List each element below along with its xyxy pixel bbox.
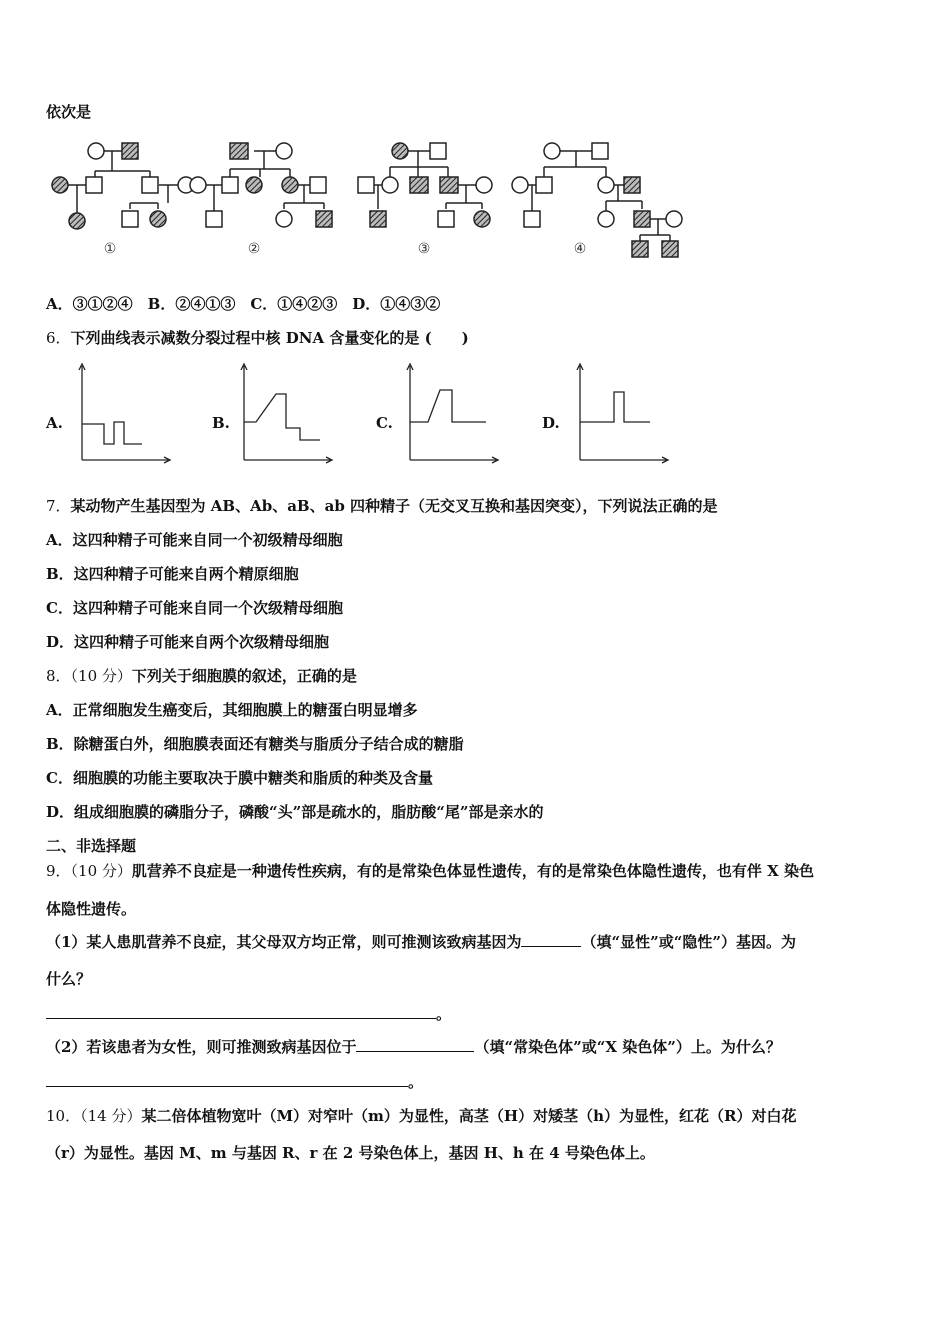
q10-stem-line1	[46, 1106, 796, 1126]
q8-option-d: D．组成细胞膜的磷脂分子，磷酸“头”部是疏水的，脂肪酸“尾”部是亲水的	[46, 803, 544, 821]
q6-curve-c	[410, 390, 486, 422]
q9-stem-line1	[46, 861, 814, 881]
q8-option-b: B．除糖蛋白外，细胞膜表面还有糖类与脂质分子结合成的糖脂	[46, 735, 464, 753]
q7-option-d: D．这四种精子可能来自两个次级精母细胞	[46, 633, 330, 651]
q9-part1-after: （填“显性”或“隐性”）基因。为	[581, 933, 796, 951]
pedigree-label-4: ④	[573, 241, 587, 257]
q9-part1-answer-line	[46, 1004, 451, 1024]
q6-stem	[46, 328, 469, 348]
q6-graph-label-d: D.	[542, 414, 560, 432]
q9-part1-period: 。	[436, 1005, 452, 1023]
q6-stem-text: 下列曲线表示减数分裂过程中核 DNA 含量变化的是 ( )	[70, 329, 469, 347]
q6-graph-label-b: B.	[212, 414, 230, 432]
pedigree-1	[52, 143, 194, 229]
q5-options: A．③①②④ B．②④①③ C．①④②③ D．①④③②	[46, 295, 441, 313]
q9-part1-before: （1）某人患肌营养不良症，其父母双方均正常，则可推测该致病基因为	[46, 933, 522, 951]
q7-number: 7．	[46, 497, 71, 515]
section-heading: 二、非选择题	[46, 837, 137, 855]
q9-part2-answer-line	[46, 1072, 423, 1092]
pedigree-4	[512, 143, 682, 257]
q6-graph-c	[406, 364, 506, 464]
q8-stem	[46, 666, 357, 686]
q9-part2-answer-blank[interactable]	[46, 1072, 408, 1087]
q9-part1	[46, 932, 796, 952]
q8-number: 8．（10 分）	[46, 667, 132, 685]
pedigree-figure	[40, 135, 690, 265]
q7-option-b: B．这四种精子可能来自两个精原细胞	[46, 565, 299, 583]
q8-option-c: C．细胞膜的功能主要取决于膜中糖类和脂质的种类及含量	[46, 769, 433, 787]
q9-part1-answer-blank[interactable]	[46, 1004, 436, 1019]
q9-stem-text: 肌营养不良症是一种遗传性疾病，有的是常染色体显性遗传，有的是常染色体隐性遗传，也有伴 X 染色	[131, 862, 814, 880]
q6-number: 6．	[46, 329, 71, 347]
q5-intro: 依次是	[46, 103, 92, 121]
q9-part2-blank[interactable]	[356, 1037, 474, 1052]
q8-stem-text: 下列关于细胞膜的叙述，正确的是	[131, 667, 357, 685]
q7-option-a: A．这四种精子可能来自同一个初级精母细胞	[46, 531, 343, 549]
q6-graph-label-c: C.	[376, 414, 393, 432]
pedigree-label-3: ③	[417, 241, 431, 257]
q6-curve-b	[244, 394, 320, 440]
q10-number: 10．（14 分）	[46, 1107, 142, 1125]
pedigree-2	[190, 143, 332, 227]
q9-part2-period: 。	[408, 1073, 424, 1091]
q7-stem-text: 某动物产生基因型为 AB、Ab、aB、ab 四种精子（无交叉互换和基因突变），下列说法正确的是	[70, 497, 718, 515]
q9-part2-before: （2）若该患者为女性，则可推测致病基因位于	[46, 1038, 357, 1056]
pedigree-3	[358, 143, 492, 227]
q6-graph-label-a: A.	[46, 414, 63, 432]
q6-graph-d	[576, 364, 676, 464]
q9-part2	[46, 1037, 781, 1057]
pedigree-label-2: ②	[247, 241, 261, 257]
q9-stem-line2: 体隐性遗传。	[46, 900, 137, 918]
q6-graph-a	[78, 364, 178, 464]
q7-option-c: C．这四种精子可能来自同一个次级精母细胞	[46, 599, 343, 617]
q9-part1-line2: 什么？	[46, 970, 92, 988]
q10-stem-line2: （r）为显性。基因 M、m 与基因 R、r 在 2 号染色体上，基因 H、h 在 4 号染色体上。	[46, 1144, 655, 1162]
q10-stem-text: 某二倍体植物宽叶（M）对窄叶（m）为显性，高茎（H）对矮茎（h）为显性，红花（R）对白花	[141, 1107, 797, 1125]
pedigree-label-1: ①	[103, 241, 117, 257]
q6-curve-d	[580, 392, 650, 422]
q7-stem	[46, 496, 718, 516]
q9-number: 9．（10 分）	[46, 862, 132, 880]
q9-part2-after: （填“常染色体”或“X 染色体”）上。为什么？	[474, 1038, 781, 1056]
q9-part1-blank[interactable]	[521, 932, 581, 947]
q6-graph-b	[240, 364, 340, 464]
q6-curve-a	[82, 422, 142, 444]
q8-option-a: A．正常细胞发生癌变后，其细胞膜上的糖蛋白明显增多	[46, 701, 418, 719]
